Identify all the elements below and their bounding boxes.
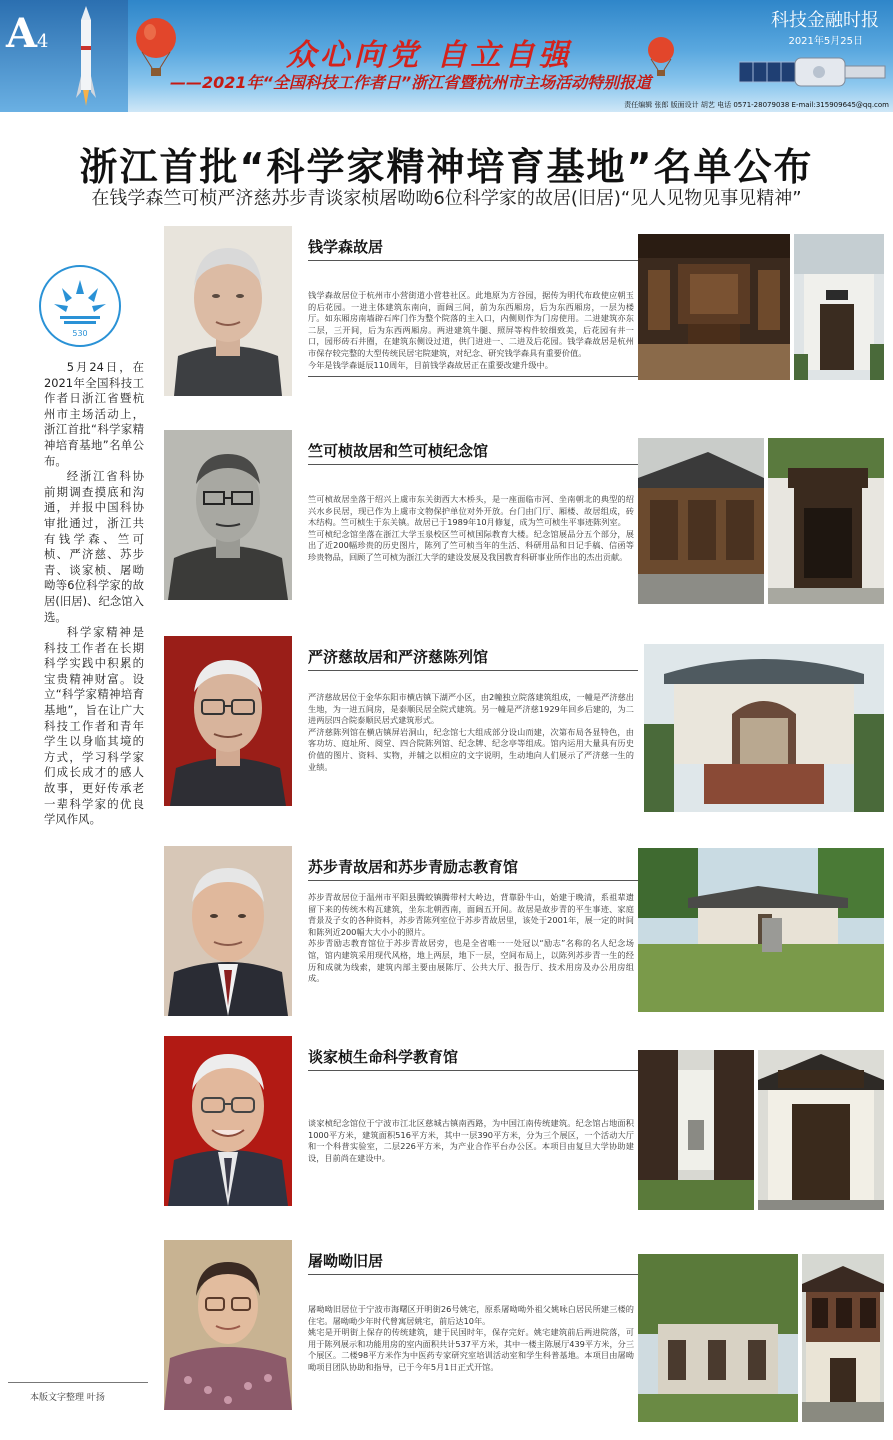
residence-garden-photo	[638, 848, 884, 1012]
section-divider	[308, 1070, 638, 1071]
editor-info: 责任编辑 张郎 版面设计 胡艺 电话 0571-28079038 E-mail:315909645@qq.com	[624, 101, 889, 109]
section-tan-jiazhen	[164, 1036, 884, 1214]
residence-courtyard-photo	[794, 234, 884, 380]
section-body	[308, 1118, 634, 1164]
logo-caption: 530	[72, 329, 88, 338]
residence-exterior-photo	[638, 1254, 798, 1422]
scientist-day-logo	[38, 264, 122, 348]
section-paragraph: 苏步青故居位于温州市平阳县腾蛟镇腾带村大岭边，背靠卧牛山，始建于晚清，系祖辈遗留下来的传统木构瓦建筑，坐东北朝西南，面阔五开间。故居是故步青的平生事迹、家庭背景及子女的各种资料，苏步青陈列室位于苏步青故居里，该处于2001年，展一定的时间和陈列近200幅大大小小的照片。	[308, 892, 634, 937]
portrait-photo	[164, 226, 292, 396]
section-paragraph: 姚宅是开明街上保存的传统建筑，建于民国时年，保存完好。姚宅建筑前后两进院落，可用于陈列展示和功能用房的室内面积共计537平方米，其中一楼主陈展厅439平方米，分三个展区。二楼98平方米作为中医药专家研究室培训活动室和学生科普基地。本项目由屠呦呦项目团队协助和指导，已于今年5月1日正式开馆。	[308, 1327, 635, 1372]
section-paragraph: 严济慈陈列馆在横店镇屏岩洞山，纪念馆七大组成部分设山而建，次第布局各显特色，由客功坊、庭址所、阅堂、四合院陈列馆、纪念牌、纪念亭等组成。馆内运用大量具有历史价值的图片、资料、实物，并辅之以相应的文字说明，生动地向人们展示了严济慈一生的业绩。	[308, 726, 634, 772]
issue-date: 2021年5月25日	[788, 36, 863, 47]
section-divider	[308, 260, 638, 261]
section-paragraph: 竺可桢纪念馆坐落在浙江大学玉泉校区竺可桢国际教育大楼。纪念馆展品分五个部分，展出了近200幅珍贵的历史图片，陈列了竺可桢当年的生活、科研用品和日记手稿、信函等珍贵物品，回顾了竺可桢为浙江大学的建设发展及我国教育科研事业所作出的杰出贡献。	[308, 528, 634, 562]
satellite-icon	[739, 48, 889, 98]
residence-interior-photo	[638, 234, 790, 380]
section-title: 谈家桢生命科学教育馆	[308, 1048, 459, 1066]
section-title: 严济慈故居和严济慈陈列馆	[308, 648, 489, 666]
section-title: 屠呦呦旧居	[308, 1252, 384, 1270]
section-body	[308, 494, 634, 564]
byline-divider	[8, 1382, 148, 1383]
portrait-photo	[164, 430, 292, 600]
section-title: 苏步青故居和苏步青励志教育馆	[308, 858, 519, 876]
section-paragraph: 今年是钱学森诞辰110周年，目前钱学森故居正在重要改建升级中。	[308, 359, 553, 370]
section-tu-youyou	[164, 1240, 884, 1418]
section-divider	[308, 376, 638, 377]
lead-paragraph: 经浙江省科协前期调查摸底和沟通，并报中国科协审批通过，浙江共有钱学森、竺可桢、严济慈、苏步青、谈家桢、屠呦呦等6位科学家的故居(旧居)、纪念馆入选。	[44, 469, 145, 624]
section-paragraph: 严济慈故居位于金华东阳市横店镇下湖严小区，由2幢独立院落建筑组成，一幢是严济慈出生地，为一进五间房，是泰顺民居全院式建筑。另一幢是严济慈1929年回乡后建的，为二进两层四合院泰顺民居式建筑形式。	[308, 692, 634, 726]
portrait-photo	[164, 636, 292, 806]
lead-article	[44, 360, 144, 828]
rocket-icon	[76, 6, 96, 106]
header-slogan: 众心向党 自立自强	[286, 38, 573, 73]
exhibition-hall-photo	[644, 644, 884, 812]
section-su-buqing	[164, 846, 884, 1024]
section-body	[308, 892, 634, 985]
portrait-photo	[164, 1240, 292, 1410]
page-title: 浙江首批“科学家精神培育基地”名单公布	[79, 145, 814, 189]
page-subtitle: 在钱学森竺可桢严济慈苏步青谈家桢屠呦呦6位科学家的故居(旧居)“见人见物见事见精神”	[91, 188, 802, 209]
header-subtitle: ——2021年“全国科技工作者日”浙江省暨杭州市主场活动特别报道	[170, 73, 652, 92]
lead-paragraph: 5月24日，在2021年全国科技工作者日浙江省暨杭州市主场活动上，浙江首批“科学家精神培育基地”名单公布。	[44, 360, 144, 468]
section-title: 钱学森故居	[308, 238, 384, 256]
section-paragraph: 钱学森故居位于杭州市小营街道小营巷社区。此地原为方谷园，据传为明代布政使应朝玉的后花园。一进主体建筑东南向，面阔三间，前为东西厢房，后为东西厢房，一层为楼厅。如东厢房南墙辟石库门作为整个院落的主入口，内侧则作为门房使用。二进建筑亦东二层，三开间，后为东西两厢房。两进建筑牛腿、照屏等构件较细致美，后花园有井一口，园形砖石井圈，在建筑东侧设过道，供门进进一、二进及后花园。钱学森故居是杭州市保存较完整的大型传统民居宅院建筑，对纪念、研究钱学森具有重要价值。	[308, 290, 634, 358]
section-paragraph: 谈家桢纪念馆位于宁波市江北区慈城古镇南西路，为中国江南传统建筑。纪念馆占地面积1000平方米，建筑面积516平方米，其中一层390平方米，分为三个展区，一个活动大厅和一个科普实验室，二层226平方米，为产业合作平台办公区。本项目由复旦大学协助建设，目前尚在建设中。	[308, 1118, 634, 1163]
newspaper-name: 科技金融时报	[771, 10, 879, 31]
hot-air-balloon-icon	[134, 18, 178, 78]
section-paragraph: 屠呦呦旧居位于宁波市海曙区开明街26号姚宅，原系屠呦呦外祖父姚咏白居民所建三楼的住宅。屠呦呦少年时代曾寓居姚宅，前后达10年。	[308, 1304, 634, 1326]
portrait-photo	[164, 1036, 292, 1206]
portrait-photo	[164, 846, 292, 1016]
section-divider	[308, 880, 638, 881]
section-divider	[308, 1274, 638, 1275]
section-paragraph: 苏步青励志教育馆位于苏步青故居旁，也是全省唯一一处冠以“励志”名称的名人纪念场馆，馆内建筑采用现代风格，地上两层，地下一层，空间布局上，以陈列苏步青一生的经历和成就为线索，建筑内部主要由展陈厅、公共大厅、报告厅、技术用房及办公用房组成。	[308, 938, 634, 984]
memorial-hall-gate-photo	[768, 438, 884, 604]
section-body	[308, 1304, 634, 1374]
section-qian-xuesen	[164, 226, 884, 404]
page-header	[0, 0, 893, 112]
section-zhu-kezhen	[164, 430, 884, 608]
lead-paragraph: 科学家精神是科技工作者在长期科学实践中积累的宝贵精神财富。设立“科学家精神培育基地”，旨在让广大科技工作者和青年学生以身临其境的方式，学习科学家们成长成才的感人故事，更好传承老一辈科学家的优良学风作风。	[44, 625, 144, 827]
section-body	[308, 692, 634, 773]
residence-building-photo	[802, 1254, 884, 1422]
section-title: 竺可桢故居和竺可桢纪念馆	[308, 442, 489, 460]
section-body	[308, 290, 634, 371]
page-number: 4	[37, 31, 49, 52]
section-divider	[308, 670, 638, 671]
education-hall-gate-photo	[758, 1050, 884, 1210]
byline: 本版文字整理 叶扬	[30, 1393, 105, 1403]
residence-exterior-photo	[638, 438, 764, 604]
section-paragraph: 竺可桢故居坐落于绍兴上虞市东关街西大木桥头，是一座面临市河、坐南朝北的典型的绍兴水乡民居，现已作为上虞市文物保护单位对外开放。台门由门厅、厢楼、故居组成，砖木结构。竺可桢生于东关镇。故居已于1989年10月修复，成为竺可桢生平事迹陈列室。	[308, 494, 634, 528]
section-divider	[308, 464, 638, 465]
section-yan-jici	[164, 636, 884, 814]
page-code: A4	[6, 10, 49, 57]
courtyard-photo	[638, 1050, 754, 1210]
